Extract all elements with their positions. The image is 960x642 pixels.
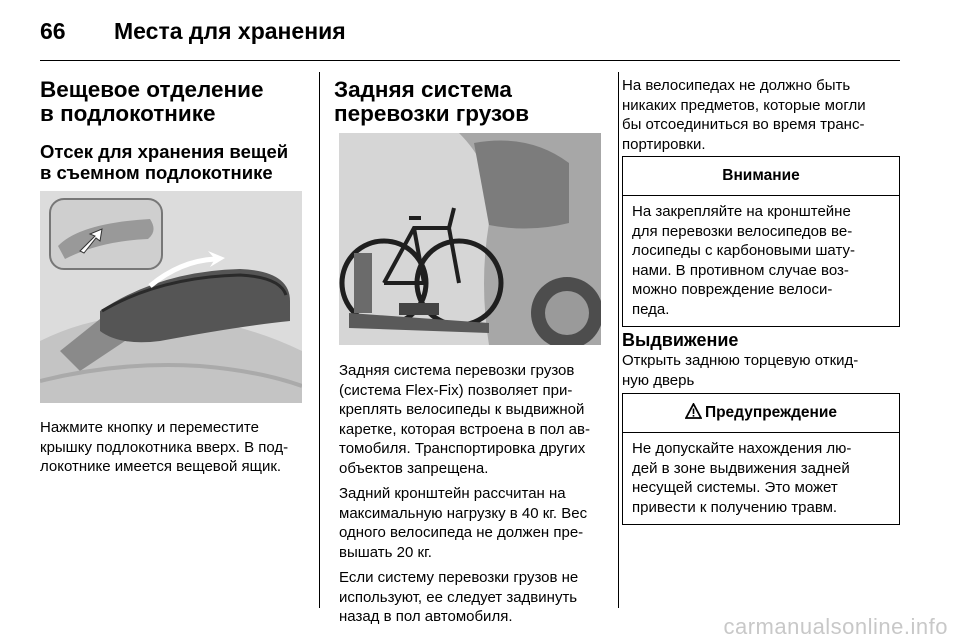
header-divider [40,60,900,61]
extension-section [622,330,902,390]
subheading-extension: Выдвижение [622,330,739,350]
bicycle-note: На велосипедах не должно быть никаких предметов, которые могли бы отсоединиться во время транс- портировки. [622,77,866,153]
carrier-text [339,361,603,627]
warning-text: Не допускайте нахождения лю- дей в зоне выдвижения задней несущей системы. Это может привести к получению травм. [632,440,852,516]
column-carrier [334,72,604,126]
section-heading-armrest: Вещевое отделение в подлокотнике [40,77,264,126]
armrest-illustration [40,191,302,403]
warning-box [622,393,900,525]
carrier-paragraph-3: Если систему перевозки грузов не используют, ее следует задвинуть назад в пол автомобиля. [339,569,579,625]
bike-carrier-illustration [339,133,601,345]
warning-triangle-icon [685,403,702,419]
page-number: 66 [40,18,66,44]
extension-paragraph: Открыть заднюю торцевую откид- ную дверь [622,352,859,389]
column-divider-1 [319,72,320,608]
column-divider-2 [618,72,619,608]
subheading-armrest-compartment: Отсек для хранения вещей в съемном подлокотнике [40,141,289,183]
watermark: carmanualsonline.info [723,614,948,639]
caution-text: На закрепляйте на кронштейне для перевозки велосипедов ве- лосипеды с карбоновыми шату- нами. В противном случае воз- можно повреждение велоси- педа. [632,203,855,318]
armrest-paragraph: Нажмите кнопку и переместите крышку подлокотника вверх. В под- локотнике имеется вещевой ящик. [40,419,289,475]
column-armrest [40,72,304,183]
caution-box [622,156,900,327]
chapter-title: Места для хранения [114,18,346,44]
carrier-paragraph-2: Задний кронштейн рассчитан на максимальную нагрузку в 40 кг. Вес одного велосипеда не должен пре- вышать 20 кг. [339,485,588,561]
page-header [40,14,900,54]
warning-title: Предупреждение [623,394,899,433]
carrier-paragraph-1: Задняя система перевозки грузов (система Flex-Fix) позволяет при- креплять велосипеды к выдвижной каретке, которая встроена в пол ав- томобиля. Транспортировка других объектов запрещена. [339,362,590,477]
section-heading-carrier: Задняя система перевозки грузов [334,77,530,126]
caution-title: Внимание [623,157,899,196]
